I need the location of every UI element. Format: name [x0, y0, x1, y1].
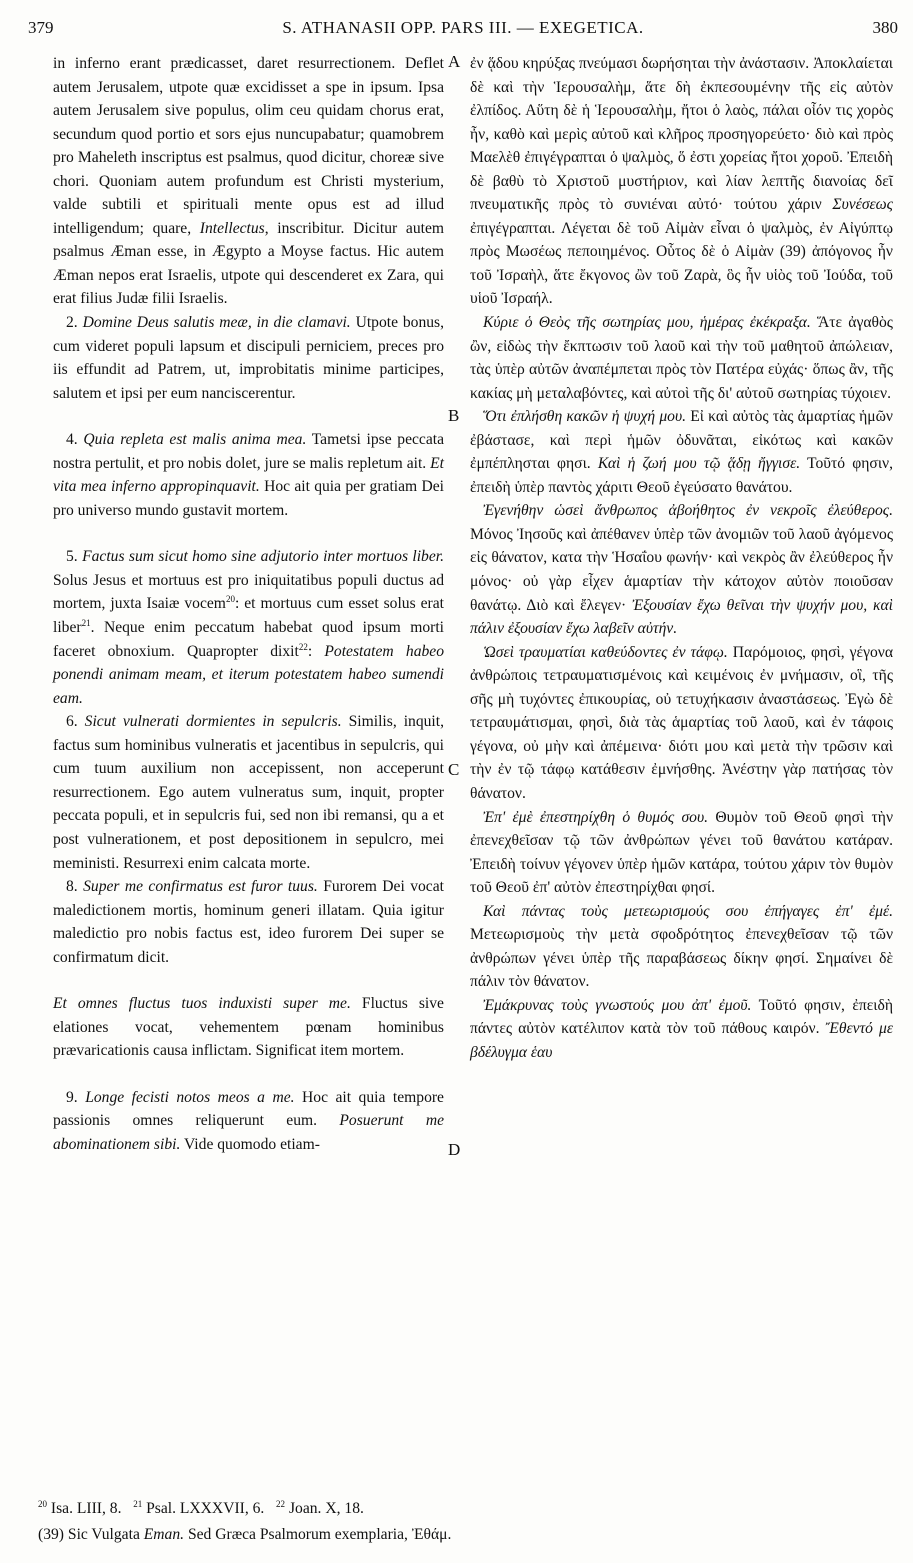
- verse-lemma: Ἔθεντό με βδέλυγμα ἑαυ: [470, 1020, 894, 1061]
- greek-verse-2: [470, 311, 893, 405]
- verse-number: 5.: [66, 548, 78, 566]
- footnote-number: 20: [38, 1498, 47, 1509]
- text: Ἅτε ἀγαθὸς ὢν, εἰδὼς τὴν ἔκπτωσιν τοῦ λαοῦ καὶ τὴν τοῦ μαθητοῦ ἀπώλειαν, τὰς ὑπὲρ αὐτῶν ἀναπέμπεται πρὸς τὸν Πατέρα εὐχάς· ὅπως ἂν, τῆς κακίας μὴ μεταλαβόντες, καὶ αὐτοὶ τῆς δι' αὐτοῦ σωτηρίας τύχοιεν.: [470, 314, 893, 402]
- verse-lemma: Ἐμάκρυνας τοὺς γνωστούς μου ἀπ' ἐμοῦ.: [483, 996, 752, 1014]
- text: :: [307, 642, 313, 660]
- footnote-text: Psal. LXXXVII, 6.: [146, 1500, 265, 1517]
- margin-marker-d: D: [448, 1140, 461, 1159]
- latin-verse-8b: [53, 992, 444, 1063]
- text: Hoc ait quia tempore passionis omnes reliquerunt eum.: [53, 1088, 444, 1130]
- footnote-text: Sed Græca Psalmorum exemplaria, Ἐθάμ.: [187, 1526, 452, 1543]
- greek-verse-4: [470, 405, 893, 499]
- text: Similis, inquit, factus sum hominibus vulneratis et jacentibus in sepulcris, qui cum tuum auxilium non accepissent, non acceperunt resurrectionem. Ego autem vulneratus sum, inquit, propter peccata populi, et in sepulcris fui, sed non ibi remansi, qu a et post vulnerationem, et post depositionem in sepulcro, mei meministi. Resurrexi enim calcata morte.: [53, 713, 444, 872]
- page-number-right: 380: [872, 18, 898, 37]
- footnote-ref: 22: [298, 641, 308, 652]
- text: Utpote bonus, cum videret populi lapsum et discipuli perniciem, preces pro iis effundit ad Patrem, ut, improbitatis minime participes, salutem et ipsi per eum nanciscerentur.: [53, 314, 445, 402]
- verse-lemma: Super me confirmatus est furor tuus.: [83, 878, 318, 896]
- footnote-number: 21: [133, 1498, 143, 1509]
- footnote-ref: 20: [225, 594, 235, 605]
- verse-number: 6.: [66, 713, 78, 731]
- verse-lemma: Factus sum sicut homo sine adjutorio inter mortuos liber.: [82, 548, 444, 566]
- latin-paragraph-intro: [53, 52, 444, 311]
- margin-marker-c: C: [448, 760, 460, 779]
- text: Tametsi ipse peccata nostra pertulit, et pro nobis dolet, jure se malis repletum ait.: [53, 431, 445, 472]
- verse-lemma: Domine Deus salutis meæ, in die clamavi.: [82, 314, 351, 332]
- greek-verse-8b: [470, 900, 893, 994]
- text: Hoc ait quia per gratiam Dei pro universo mundo gustavit mortem.: [53, 478, 444, 519]
- greek-verse-9: [470, 994, 893, 1065]
- text: , inscribitur. Dicitur autem psalmus Æman esse, in Ægypto a Moyse factus. Hic autem Æman nepos erat Israelis, utpote qui descenderet ex Zara, qui erat filius Judæ filii Israelis.: [53, 219, 444, 308]
- page-header: [28, 18, 898, 48]
- text: ἐπιγέγραπται. Λέγεται δὲ τοῦ Αἰμὰν εἶναι ὁ ψαλμὸς, ἐν Αἰγύπτῳ πρὸς Μωσέως πεποιημένος. Οὗτος δὲ ὁ Αἰμὰν (39) ἀπόγονος ἦν τοῦ Ἰσραὴλ, ἅτε ἔκγονος ὢν τοῦ Ζαρὰ, ὃς ἦν υἱὸς τοῦ Ἰούδα, τοῦ υἱοῦ Ἰσραήλ.: [470, 219, 893, 308]
- greek-verse-6: [470, 641, 893, 806]
- text: Vide quomodo etiam-: [183, 1135, 320, 1153]
- greek-verse-8: [470, 806, 893, 900]
- verse-lemma: Longe fecisti notos meos a me.: [85, 1088, 295, 1106]
- greek-verse-5: [470, 499, 893, 640]
- footnotes-line-1: [38, 1500, 364, 1518]
- verse-lemma: Ὅτι ἐπλήσθη κακῶν ἡ ψυχή μου.: [483, 408, 687, 426]
- verse-lemma: Κύριε ὁ Θεὸς τῆς σωτηρίας μου, ἡμέρας ἐκέκραξα.: [483, 314, 811, 332]
- latin-verse-9: [53, 1086, 444, 1157]
- text-italic: Intellectus: [199, 219, 265, 237]
- verse-number: 9.: [66, 1088, 78, 1106]
- text: Furorem Dei vocat maledictionem mortis, hominum generi illatam. Quia igitur maledictio pro nobis factus est, ideo furorem Dei super se confirmatum dicit.: [53, 878, 444, 966]
- footnote-number: (39): [38, 1526, 64, 1543]
- latin-verse-4: [53, 428, 444, 522]
- verse-number: 2.: [66, 314, 78, 332]
- text: : et mortuus cum esset solus erat liber: [53, 595, 444, 637]
- greek-paragraph-intro: [470, 52, 893, 311]
- verse-number: 4.: [66, 431, 78, 449]
- text: Θυμὸν τοῦ Θεοῦ φησὶ τὴν ἐπενεχθεῖσαν τῷ τῶν ἀνθρώπων γένει τοῦ θανάτου κατάραν. Ἐπειδὴ τοίνυν γέγονεν ὑπὲρ ἡμῶν κατάρα, τούτου χάριν τὸν θυμὸν τοῦ Θεοῦ ἐπ' αὐτὸν ἐπεστηρίχθαι φησί.: [470, 808, 893, 897]
- text-italic: Συνέσεως: [832, 196, 893, 214]
- text: Μετεωρισμοὺς τὴν μετὰ σφοδρότητος ἐπενεχθεῖσαν τῷ τῶν ἀνθρώπων γένει ὑπὲρ τῆς παραβάσεως δίκην φησί. Σημαίνει δὲ πάλιν τὸν θάνατον.: [470, 926, 893, 991]
- footnote-text-italic: Eman.: [143, 1526, 185, 1543]
- greek-column: [470, 52, 893, 1065]
- latin-column: [53, 52, 444, 1157]
- latin-verse-6: [53, 710, 444, 875]
- verse-number: 8.: [66, 878, 78, 896]
- text: Παρόμοιος, φησὶ, γέγονα ἀνθρώποις τετραυματισμένοις καὶ κειμένοις ἐν μνήμασιν, οἳ, τῆς σῆς μὴ τυχόντες ἐπικουρίας, οὐ τετυχήκασιν ἀναστάσεως. Ἐγὼ δὲ τετραυμάτισμαι, φησὶ, διὰ τὰς ἁμαρτίας τοῦ λαοῦ, καὶ ἐν τάφοις γέγονα, οὐ μὴν καὶ ἀπέμεινα· διότι μου καὶ μετὰ τὴν τρῶσιν καὶ τὴν ἐν τῷ τάφῳ κατάθεσιν ἐμνήσθης. Ἀνέστην γὰρ πατήσας τὸν θάνατον.: [470, 643, 893, 802]
- verse-lemma: Καὶ ἡ ζωή μου τῷ ᾅδῃ ἤγγισε.: [597, 455, 801, 473]
- text: Fluctus sive elationes vocat, vehementem pœnam hominibus prævaricationis causa inflictam. Significat item mortem.: [53, 995, 444, 1060]
- verse-lemma: Et vita mea inferno appropinquavit.: [53, 454, 444, 496]
- verse-lemma: Ἐπ' ἐμὲ ἐπεστηρίχθη ὁ θυμός σου.: [483, 808, 709, 826]
- verse-lemma: Potestatem habeo ponendi animam meam, et iterum potestatem habeo sumendi eam.: [53, 642, 445, 707]
- footnotes-line-2: [38, 1526, 451, 1544]
- verse-lemma: Sicut vulnerati dormientes in sepulcris.: [84, 713, 342, 731]
- verse-lemma: Posuerunt me abominationem sibi.: [53, 1112, 445, 1153]
- verse-lemma: Ἐγενήθην ὡσεὶ ἄνθρωπος ἀβοήθητος ἐν νεκροῖς ἐλεύθερος.: [483, 502, 893, 520]
- latin-verse-8: [53, 875, 444, 969]
- text: Solus Jesus et mortuus est pro iniquitatibus populi ductus ad mortem, juxta Isaiæ vocem: [53, 571, 444, 613]
- footnote-number: 22: [276, 1498, 286, 1509]
- verse-lemma: Ἐξουσίαν ἔχω θεῖναι τὴν ψυχήν μου, καὶ πάλιν ἐξουσίαν ἔχω λαβεῖν αὐτήν.: [470, 596, 893, 638]
- text: ἐν ᾅδου κηρύξας πνεύμασι δωρήσηται τὴν ἀνάστασιν. Ἀποκλαίεται δὲ καὶ τὴν Ἱερουσαλὴμ, ἅτε δὴ ἐκπεσουμένην τῆς εἰς αὐτὸν ἐλπίδος. Αὕτη δὲ ἡ Ἱερουσαλὴμ, ἤτοι ὁ λαὸς, πάλαι οἷόν τις χορὸς ἦν, καθὸ καὶ μερὶς αὐτοῦ καὶ κλῆρος προσηγορεύετο· διὸ καὶ πρὸς Μαελὲθ ἐπιγέγραπται ὁ ψαλμὸς, ὅ ἐστι χορείας ἤτοι χοροῦ. Ἐπειδὴ δὲ βαθὺ τὸ Χριστοῦ μυστήριον, καὶ λίαν λεπτῆς διανοίας δεῖ πνευματικῆς πρὸς τὸ συνιέναι αὐτό· τούτου χάριν: [470, 55, 893, 214]
- page-number-left: 379: [28, 18, 54, 37]
- verse-lemma: Et omnes fluctus tuos induxisti super me.: [53, 995, 351, 1013]
- text: Μόνος Ἰησοῦς καὶ ἀπέθανεν ὑπὲρ τῶν ἀνομιῶν τοῦ λαοῦ ἀγόμενος εἰς θάνατον, κατα τὴν Ἡσαΐου φωνήν· καὶ νεκρὸς ἂν ἐλεύθερος ἦν μόνος· οὐ γὰρ εἶχεν ἁμαρτίαν τὴν κάτοχον αὐτὸν ποιοῦσαν θανάτῳ. Διὸ καὶ ἔλεγεν·: [470, 525, 893, 614]
- margin-marker-b: B: [448, 406, 460, 425]
- footnote-text: Isa. LIII, 8.: [50, 1500, 122, 1517]
- text: . Neque enim peccatum habebat quod ipsum morti faceret obnoxium. Quapropter dixit: [53, 619, 444, 660]
- footnote-text: Joan. X, 18.: [288, 1500, 364, 1517]
- running-title: S. ATHANASII OPP. PARS III. — EXEGETICA.: [282, 18, 644, 37]
- text: Εἰ καὶ αὐτὸς τὰς ἁμαρτίας ἡμῶν ἐβάστασε, καὶ περὶ ἡμῶν ὀδυνᾶται, εἰκότως καὶ κακῶν ἐμπέπλησται φησι.: [470, 408, 893, 473]
- latin-verse-5: [53, 545, 444, 710]
- text: in inferno erant prædicasset, daret resurrectionem. Deflet autem Jerusalem, utpote quæ excidisset a spe in ipsum. Ipsa autem Jerusalem sive populus, olim ceu quidam chorus erat, secundum quod portio et sors ejus nuncupabatur; quamobrem pro Maheleth inscriptus est psalmus, quod dicitur, choreæ sive chori. Quoniam autem profundum est Christi mysterium, valde subtili et spirituali mente opus est ad illud intelligendum; quare,: [53, 55, 444, 237]
- footnote-ref: 21: [81, 617, 91, 628]
- verse-lemma: Ὡσεὶ τραυματίαι καθεύδοντες ἐν τάφῳ.: [483, 643, 728, 661]
- verse-lemma: Quia repleta est malis anima mea.: [83, 431, 307, 449]
- footnote-text: Sic Vulgata: [67, 1526, 140, 1543]
- latin-verse-2: [53, 311, 444, 405]
- text: Τοῦτό φησιν, ἐπειδὴ πάντες αὐτὸν κατέλιπον κατὰ τὸν τοῦ πάθους καιρόν.: [470, 996, 893, 1038]
- verse-lemma: Καὶ πάντας τοὺς μετεωρισμούς σου ἐπήγαγες ἐπ' ἐμέ.: [483, 902, 893, 920]
- text: Τοῦτό φησιν, ἐπειδὴ ὑπὲρ παντὸς χάριτι Θεοῦ ἐγεύσατο θανάτου.: [470, 455, 893, 496]
- margin-marker-a: A: [448, 52, 461, 71]
